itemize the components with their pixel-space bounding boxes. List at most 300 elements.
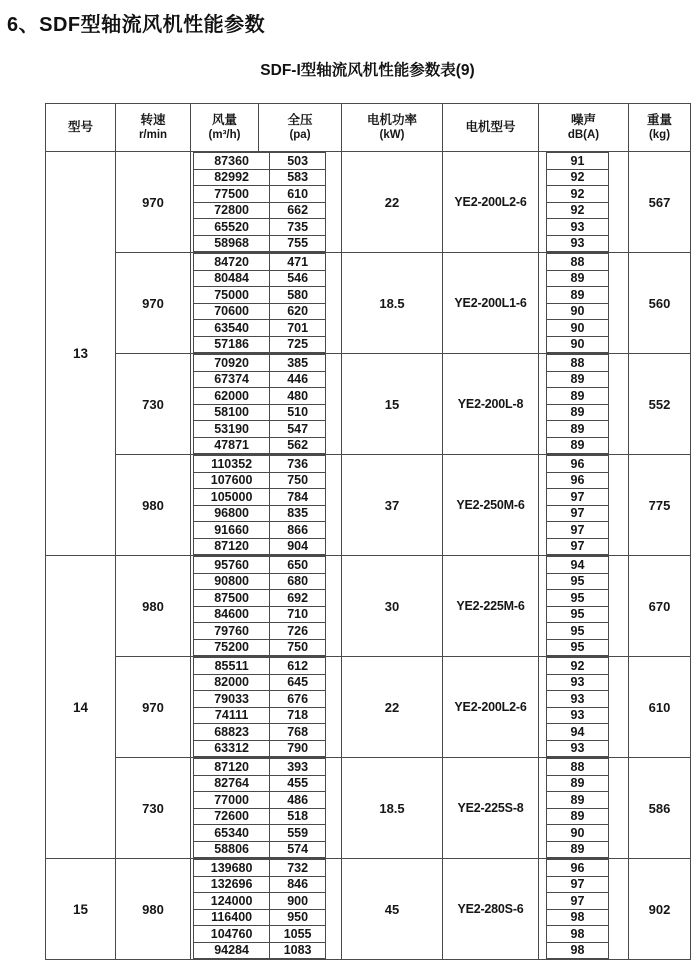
noise-cell: 89 [547, 437, 609, 454]
speed-cell: 730 [116, 758, 191, 859]
motor-power-cell: 18.5 [342, 758, 443, 859]
weight-cell: 560 [629, 253, 691, 354]
data-row [194, 674, 326, 691]
col-header-weight: 重量 (kg) [629, 104, 691, 152]
weight-cell: 670 [629, 556, 691, 657]
airflow-cell: 84600 [194, 606, 270, 623]
noise-row [547, 658, 609, 675]
noise-column-cell [539, 253, 629, 354]
pressure-cell: 393 [270, 759, 326, 776]
airflow-cell: 62000 [194, 388, 270, 405]
noise-row [547, 841, 609, 858]
data-row [194, 219, 326, 236]
noise-row [547, 759, 609, 776]
noise-cell: 88 [547, 355, 609, 372]
airflow-pressure-subtable [193, 152, 326, 252]
noise-cell: 89 [547, 792, 609, 809]
airflow-cell: 82764 [194, 775, 270, 792]
data-row [194, 303, 326, 320]
header-row [46, 104, 691, 152]
pressure-cell: 446 [270, 371, 326, 388]
airflow-cell: 105000 [194, 489, 270, 506]
motor-model-cell: YE2-225M-6 [443, 556, 539, 657]
noise-row [547, 860, 609, 877]
noise-row [547, 254, 609, 271]
pressure-cell: 559 [270, 825, 326, 842]
motor-model-cell: YE2-225S-8 [443, 758, 539, 859]
col-header-speed-label: 转速 [140, 112, 166, 127]
weight-cell: 902 [629, 859, 691, 960]
data-row [194, 825, 326, 842]
data-row [194, 740, 326, 757]
airflow-cell: 87360 [194, 153, 270, 170]
airflow-cell: 110352 [194, 456, 270, 473]
noise-cell: 97 [547, 522, 609, 539]
pressure-cell: 701 [270, 320, 326, 337]
noise-cell: 89 [547, 775, 609, 792]
speed-cell: 980 [116, 455, 191, 556]
airflow-cell: 85511 [194, 658, 270, 675]
pressure-cell: 736 [270, 456, 326, 473]
motor-model-cell: YE2-250M-6 [443, 455, 539, 556]
data-row [194, 557, 326, 574]
airflow-cell: 65340 [194, 825, 270, 842]
noise-row [547, 942, 609, 959]
col-header-motor-model-label: 电机型号 [465, 120, 516, 135]
data-row [194, 775, 326, 792]
noise-row [547, 235, 609, 252]
noise-cell: 89 [547, 841, 609, 858]
airflow-cell: 58968 [194, 235, 270, 252]
noise-row [547, 355, 609, 372]
airflow-pressure-subtable [193, 657, 326, 757]
motor-model-cell: YE2-200L2-6 [443, 152, 539, 253]
airflow-cell: 63312 [194, 740, 270, 757]
pressure-cell: 846 [270, 876, 326, 893]
noise-row [547, 202, 609, 219]
noise-column-cell [539, 657, 629, 758]
pressure-cell: 835 [270, 505, 326, 522]
airflow-cell: 65520 [194, 219, 270, 236]
airflow-cell: 84720 [194, 254, 270, 271]
col-header-noise-label: 噪声 [570, 112, 596, 127]
weight-cell: 552 [629, 354, 691, 455]
noise-cell: 95 [547, 623, 609, 640]
scanned-document-page [0, 8, 700, 957]
col-header-airflow: 风量 (m³/h) [191, 104, 259, 152]
noise-row [547, 590, 609, 607]
airflow-cell: 96800 [194, 505, 270, 522]
noise-cell: 93 [547, 707, 609, 724]
block-row [46, 758, 691, 859]
airflow-cell: 82992 [194, 169, 270, 186]
motor-model-cell: YE2-200L-8 [443, 354, 539, 455]
data-row [194, 573, 326, 590]
data-row [194, 841, 326, 858]
noise-row [547, 808, 609, 825]
noise-cell: 93 [547, 674, 609, 691]
pressure-cell: 385 [270, 355, 326, 372]
airflow-cell: 79760 [194, 623, 270, 640]
airflow-cell: 139680 [194, 860, 270, 877]
airflow-pressure-subtable [193, 859, 326, 959]
noise-cell: 98 [547, 942, 609, 959]
weight-cell: 567 [629, 152, 691, 253]
noise-cell: 97 [547, 538, 609, 555]
data-row [194, 202, 326, 219]
noise-column-cell [539, 758, 629, 859]
noise-cell: 93 [547, 219, 609, 236]
pressure-cell: 503 [270, 153, 326, 170]
page-title: 6、SDF型轴流风机性能参数 [7, 14, 266, 36]
data-row [194, 909, 326, 926]
noise-row [547, 270, 609, 287]
block-row [46, 152, 691, 253]
page [0, 8, 700, 957]
airflow-cell: 75200 [194, 639, 270, 656]
data-row [194, 876, 326, 893]
data-row [194, 606, 326, 623]
airflow-cell: 47871 [194, 437, 270, 454]
airflow-cell: 63540 [194, 320, 270, 337]
noise-subtable [546, 354, 609, 454]
airflow-cell: 87500 [194, 590, 270, 607]
performance-table [45, 103, 691, 960]
airflow-cell: 80484 [194, 270, 270, 287]
airflow-cell: 58100 [194, 404, 270, 421]
pressure-cell: 486 [270, 792, 326, 809]
motor-power-cell: 18.5 [342, 253, 443, 354]
pressure-cell: 612 [270, 658, 326, 675]
noise-row [547, 691, 609, 708]
noise-subtable [546, 657, 609, 757]
noise-cell: 96 [547, 472, 609, 489]
pressure-cell: 518 [270, 808, 326, 825]
noise-row [547, 707, 609, 724]
data-row [194, 505, 326, 522]
pressure-cell: 718 [270, 707, 326, 724]
noise-subtable [546, 758, 609, 858]
noise-row [547, 186, 609, 203]
data-row [194, 623, 326, 640]
pressure-cell: 471 [270, 254, 326, 271]
speed-cell: 730 [116, 354, 191, 455]
data-row [194, 792, 326, 809]
airflow-cell: 70920 [194, 355, 270, 372]
data-row [194, 707, 326, 724]
noise-row [547, 573, 609, 590]
airflow-cell: 57186 [194, 336, 270, 353]
speed-cell: 980 [116, 556, 191, 657]
noise-row [547, 724, 609, 741]
airflow-pressure-cell [191, 758, 342, 859]
model-cell: 14 [46, 556, 116, 859]
data-row [194, 404, 326, 421]
block-row [46, 455, 691, 556]
airflow-cell: 116400 [194, 909, 270, 926]
noise-cell: 95 [547, 639, 609, 656]
pressure-cell: 735 [270, 219, 326, 236]
airflow-cell: 79033 [194, 691, 270, 708]
airflow-cell: 124000 [194, 893, 270, 910]
noise-cell: 88 [547, 759, 609, 776]
col-header-weight-label: 重量 [646, 112, 672, 127]
airflow-pressure-subtable [193, 253, 326, 353]
pressure-cell: 662 [270, 202, 326, 219]
data-row [194, 759, 326, 776]
noise-cell: 97 [547, 505, 609, 522]
noise-cell: 89 [547, 287, 609, 304]
pressure-cell: 790 [270, 740, 326, 757]
weight-cell: 610 [629, 657, 691, 758]
airflow-pressure-cell [191, 253, 342, 354]
noise-row [547, 320, 609, 337]
pressure-cell: 866 [270, 522, 326, 539]
noise-subtable [546, 556, 609, 656]
noise-row [547, 876, 609, 893]
noise-row [547, 437, 609, 454]
motor-model-cell: YE2-280S-6 [443, 859, 539, 960]
pressure-cell: 645 [270, 674, 326, 691]
pressure-cell: 732 [270, 860, 326, 877]
motor-power-cell: 45 [342, 859, 443, 960]
noise-row [547, 371, 609, 388]
airflow-cell: 77500 [194, 186, 270, 203]
data-row [194, 287, 326, 304]
data-row [194, 371, 326, 388]
airflow-cell: 70600 [194, 303, 270, 320]
noise-cell: 92 [547, 658, 609, 675]
noise-row [547, 303, 609, 320]
data-row [194, 320, 326, 337]
data-row [194, 691, 326, 708]
pressure-cell: 784 [270, 489, 326, 506]
pressure-cell: 710 [270, 606, 326, 623]
airflow-pressure-cell [191, 556, 342, 657]
noise-row [547, 825, 609, 842]
pressure-cell: 725 [270, 336, 326, 353]
data-row [194, 456, 326, 473]
col-header-motor-model [443, 104, 539, 152]
col-header-pressure: 全压 (pa) [259, 104, 342, 152]
airflow-pressure-cell [191, 152, 342, 253]
noise-row [547, 472, 609, 489]
noise-cell: 95 [547, 590, 609, 607]
pressure-cell: 1083 [270, 942, 326, 959]
airflow-cell: 72600 [194, 808, 270, 825]
airflow-pressure-cell [191, 455, 342, 556]
weight-cell: 586 [629, 758, 691, 859]
airflow-pressure-subtable [193, 556, 326, 656]
data-row [194, 355, 326, 372]
noise-row [547, 456, 609, 473]
block-row [46, 556, 691, 657]
noise-row [547, 219, 609, 236]
noise-cell: 95 [547, 606, 609, 623]
noise-cell: 98 [547, 926, 609, 943]
block-row [46, 657, 691, 758]
noise-row [547, 926, 609, 943]
pressure-cell: 547 [270, 421, 326, 438]
noise-row [547, 388, 609, 405]
noise-row [547, 522, 609, 539]
noise-cell: 96 [547, 860, 609, 877]
data-row [194, 860, 326, 877]
noise-cell: 94 [547, 557, 609, 574]
airflow-cell: 90800 [194, 573, 270, 590]
data-row [194, 254, 326, 271]
noise-row [547, 538, 609, 555]
noise-subtable [546, 152, 609, 252]
noise-cell: 93 [547, 691, 609, 708]
noise-cell: 93 [547, 235, 609, 252]
noise-row [547, 489, 609, 506]
noise-column-cell [539, 152, 629, 253]
data-row [194, 590, 326, 607]
speed-cell: 970 [116, 657, 191, 758]
noise-cell: 94 [547, 724, 609, 741]
pressure-cell: 510 [270, 404, 326, 421]
motor-model-cell: YE2-200L2-6 [443, 657, 539, 758]
pressure-cell: 480 [270, 388, 326, 405]
motor-power-cell: 30 [342, 556, 443, 657]
noise-row [547, 909, 609, 926]
pressure-cell: 692 [270, 590, 326, 607]
noise-row [547, 404, 609, 421]
noise-row [547, 336, 609, 353]
airflow-cell: 104760 [194, 926, 270, 943]
noise-row [547, 674, 609, 691]
motor-power-cell: 22 [342, 657, 443, 758]
data-row [194, 808, 326, 825]
airflow-cell: 77000 [194, 792, 270, 809]
pressure-cell: 726 [270, 623, 326, 640]
pressure-cell: 676 [270, 691, 326, 708]
airflow-cell: 68823 [194, 724, 270, 741]
data-row [194, 388, 326, 405]
data-row [194, 942, 326, 959]
motor-power-cell: 37 [342, 455, 443, 556]
data-row [194, 437, 326, 454]
noise-row [547, 775, 609, 792]
col-header-speed: 转速 r/min [116, 104, 191, 152]
pressure-cell: 620 [270, 303, 326, 320]
pressure-cell: 900 [270, 893, 326, 910]
col-header-airflow-label: 风量 [211, 112, 237, 127]
noise-subtable [546, 455, 609, 555]
airflow-cell: 67374 [194, 371, 270, 388]
pressure-cell: 650 [270, 557, 326, 574]
pressure-cell: 580 [270, 287, 326, 304]
noise-cell: 97 [547, 876, 609, 893]
motor-power-cell: 15 [342, 354, 443, 455]
data-row [194, 538, 326, 555]
data-row [194, 724, 326, 741]
noise-cell: 89 [547, 371, 609, 388]
airflow-pressure-cell [191, 354, 342, 455]
noise-column-cell [539, 455, 629, 556]
airflow-cell: 53190 [194, 421, 270, 438]
airflow-cell: 58806 [194, 841, 270, 858]
weight-cell: 775 [629, 455, 691, 556]
speed-cell: 970 [116, 152, 191, 253]
noise-column-cell [539, 354, 629, 455]
airflow-cell: 107600 [194, 472, 270, 489]
noise-cell: 89 [547, 270, 609, 287]
noise-row [547, 557, 609, 574]
col-header-motor-power: 电机功率 (kW) [342, 104, 443, 152]
data-row [194, 489, 326, 506]
noise-cell: 90 [547, 825, 609, 842]
pressure-cell: 680 [270, 573, 326, 590]
airflow-cell: 82000 [194, 674, 270, 691]
noise-subtable [546, 859, 609, 959]
motor-model-cell: YE2-200L1-6 [443, 253, 539, 354]
noise-cell: 90 [547, 336, 609, 353]
noise-row [547, 287, 609, 304]
noise-cell: 95 [547, 573, 609, 590]
noise-row [547, 740, 609, 757]
airflow-cell: 91660 [194, 522, 270, 539]
noise-row [547, 421, 609, 438]
noise-cell: 97 [547, 893, 609, 910]
noise-cell: 89 [547, 388, 609, 405]
airflow-pressure-subtable [193, 455, 326, 555]
pressure-cell: 950 [270, 909, 326, 926]
airflow-cell: 87120 [194, 759, 270, 776]
model-cell: 13 [46, 152, 116, 556]
data-row [194, 658, 326, 675]
pressure-cell: 574 [270, 841, 326, 858]
data-row [194, 270, 326, 287]
noise-cell: 91 [547, 153, 609, 170]
noise-cell: 98 [547, 909, 609, 926]
airflow-pressure-subtable [193, 758, 326, 858]
airflow-cell: 74111 [194, 707, 270, 724]
block-row [46, 859, 691, 960]
data-row [194, 522, 326, 539]
noise-cell: 89 [547, 404, 609, 421]
noise-cell: 90 [547, 303, 609, 320]
data-row [194, 153, 326, 170]
airflow-cell: 95760 [194, 557, 270, 574]
noise-cell: 89 [547, 421, 609, 438]
noise-row [547, 153, 609, 170]
col-header-model-label: 型号 [67, 120, 93, 135]
speed-cell: 980 [116, 859, 191, 960]
motor-power-cell: 22 [342, 152, 443, 253]
model-cell: 15 [46, 859, 116, 960]
noise-subtable [546, 253, 609, 353]
noise-column-cell [539, 556, 629, 657]
block-row [46, 354, 691, 455]
data-row [194, 926, 326, 943]
block-row [46, 253, 691, 354]
pressure-cell: 750 [270, 639, 326, 656]
col-header-noise: 噪声 dB(A) [539, 104, 629, 152]
airflow-cell: 72800 [194, 202, 270, 219]
pressure-cell: 904 [270, 538, 326, 555]
pressure-cell: 546 [270, 270, 326, 287]
data-row [194, 336, 326, 353]
noise-row [547, 639, 609, 656]
pressure-cell: 750 [270, 472, 326, 489]
noise-cell: 90 [547, 320, 609, 337]
noise-row [547, 169, 609, 186]
noise-column-cell [539, 859, 629, 960]
noise-cell: 96 [547, 456, 609, 473]
data-row [194, 472, 326, 489]
